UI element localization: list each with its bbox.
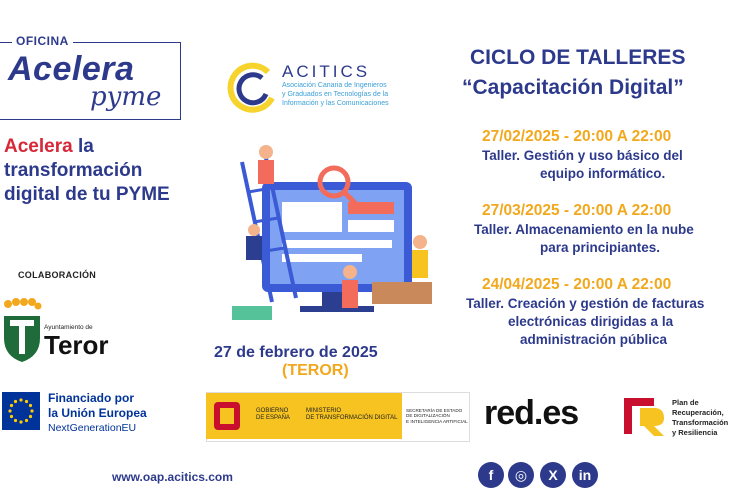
collaboration-label: COLABORACIÓN	[18, 270, 97, 280]
workshop-3-line-2: electrónicas dirigidas a la	[508, 314, 674, 329]
workshop-2-date: 27/03/2025 - 20:00 A 22:00	[482, 202, 672, 219]
acitics-subtitle-3: Información y las Comunicaciones	[282, 100, 389, 107]
workshop-2-line-2: para principiantes.	[540, 240, 661, 255]
workshop-3-line-1: Taller. Creación y gestión de facturas	[466, 296, 705, 311]
tagline-line-1	[4, 136, 94, 158]
gobierno-line-1: GOBIERNO	[256, 408, 289, 414]
eu-funding-line-1: Financiado por	[48, 391, 135, 405]
digital-team-illustration	[222, 122, 450, 336]
x-twitter-icon[interactable]: X	[540, 462, 566, 488]
workshop-1-line-1: Taller. Gestión y uso básico del	[482, 148, 683, 163]
tagline-line-2: transformación	[4, 160, 143, 181]
workshop-1-line-2: equipo informático.	[540, 166, 666, 181]
acitics-logo-icon	[222, 60, 278, 116]
facebook-icon[interactable]: f	[478, 462, 504, 488]
acitics-subtitle-1: Asociación Canaria de Ingenieros	[282, 82, 387, 89]
pyme-logo-word: pyme	[90, 82, 162, 112]
tagline-line-1-rest: la	[72, 136, 94, 157]
plan-line-1: Plan de	[672, 398, 699, 407]
eu-funding-line-2: la Unión Europea	[48, 406, 147, 420]
eu-funding-line-3: NextGenerationEU	[48, 422, 137, 434]
plan-line-2: Recuperación,	[672, 408, 724, 417]
gobierno-line-2: DE ESPAÑA	[256, 415, 290, 421]
secretaria-label	[406, 408, 468, 424]
recovery-plan-logo-icon	[620, 394, 668, 438]
gobierno-label	[256, 408, 290, 422]
teror-shield-icon	[2, 298, 42, 364]
website-link[interactable]: www.oap.acitics.com	[112, 470, 233, 484]
secretaria-line-1: SECRETARÍA DE ESTADO	[406, 408, 463, 413]
acitics-subtitle-2: y Graduados en Tecnologías de la	[282, 91, 389, 98]
redes-logo: red.es	[484, 394, 579, 432]
plan-line-4: y Resiliencia	[672, 428, 718, 437]
cycle-title: CICLO DE TALLERES	[470, 46, 686, 69]
eu-flag-icon	[2, 392, 40, 430]
acitics-name: ACITICS	[282, 62, 371, 81]
workshop-2-line-1: Taller. Almacenamiento en la nube	[474, 222, 694, 237]
linkedin-icon[interactable]: in	[572, 462, 598, 488]
cycle-subtitle: “Capacitación Digital”	[462, 76, 684, 99]
tagline-line-3: digital de tu PYME	[4, 184, 170, 205]
tagline-highlight: Acelera	[4, 136, 73, 157]
ministerio-line-1: MINISTERIO	[306, 408, 342, 414]
acelera-logo-word: Acelera	[8, 50, 135, 88]
workshop-1-date: 27/02/2025 - 20:00 A 22:00	[482, 128, 672, 145]
teror-ayuntamiento-label: Ayuntamiento de	[44, 324, 93, 331]
ministerio-label	[306, 408, 397, 422]
teror-name: Teror	[44, 330, 109, 360]
ministerio-line-2: DE TRANSFORMACIÓN DIGITAL	[306, 415, 398, 421]
event-place: (TEROR)	[282, 362, 349, 379]
workshop-3-date: 24/04/2025 - 20:00 A 22:00	[482, 276, 672, 293]
plan-line-3: Transformación	[672, 418, 729, 427]
instagram-icon[interactable]: ◎	[508, 462, 534, 488]
spain-coat-of-arms-icon	[210, 398, 244, 434]
workshop-3-line-3: administración pública	[520, 332, 668, 347]
secretaria-line-3: E INTELIGENCIA ARTIFICIAL	[406, 418, 468, 424]
event-date: 27 de febrero de 2025	[214, 344, 378, 361]
oficina-label: OFICINA	[12, 34, 73, 48]
secretaria-line-2: DE DIGITALIZACIÓN	[406, 413, 450, 419]
